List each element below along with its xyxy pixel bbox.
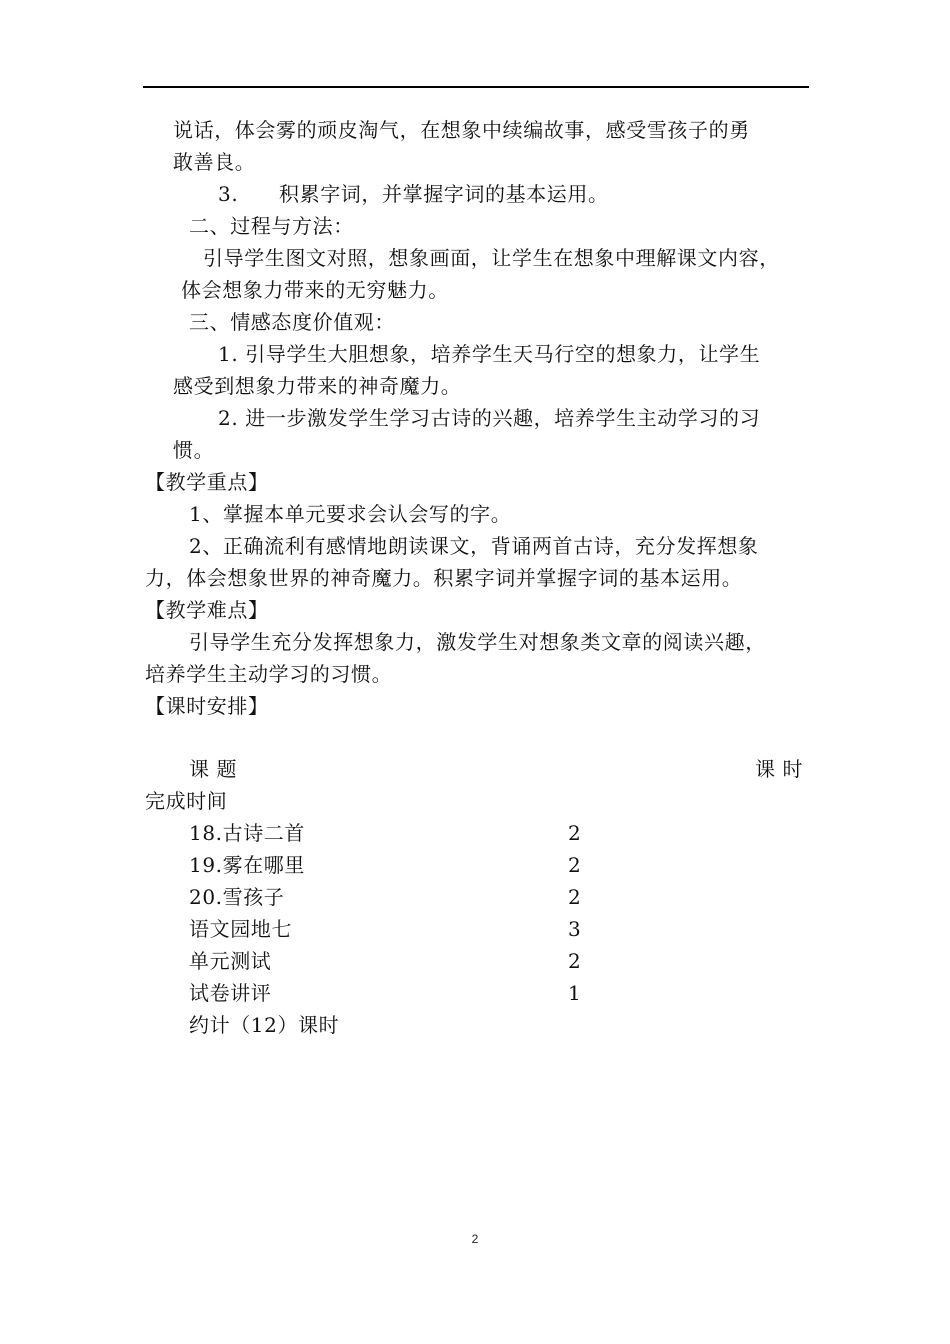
emotion-line: 感受到想象力带来的神奇魔力。	[173, 374, 462, 398]
section-heading-emotion: 三、情感态度价值观：	[189, 310, 395, 334]
schedule-heading: 【课时安排】	[145, 694, 269, 718]
key-points-heading: 【教学重点】	[145, 470, 269, 494]
emotion-line: 2. 进一步激发学生学习古诗的兴趣，培养学生主动学习的习	[218, 406, 761, 430]
emotion-line: 1. 引导学生大胆想象，培养学生天马行空的想象力，让学生	[218, 342, 761, 366]
schedule-row-hours: 2	[568, 821, 582, 845]
schedule-row-topic: 试卷讲评	[189, 981, 272, 1005]
header-rule	[143, 86, 809, 88]
schedule-row-hours: 3	[568, 917, 582, 941]
schedule-row-hours: 1	[568, 981, 582, 1005]
schedule-row-topic: 19.雾在哪里	[189, 853, 306, 877]
key-point-item: 力，体会想象世界的神奇魔力。积累字词并掌握字词的基本运用。	[145, 566, 743, 590]
objective-item-number: 3.	[218, 182, 239, 206]
page-number: 2	[471, 1232, 479, 1246]
process-line: 体会想象力带来的无穷魅力。	[181, 278, 449, 302]
schedule-col-hours: 课 时	[755, 757, 804, 781]
objective-line: 敢善良。	[173, 150, 256, 174]
difficulties-line: 引导学生充分发挥想象力，激发学生对想象类文章的阅读兴趣，	[189, 630, 766, 654]
schedule-row-topic: 18.古诗二首	[189, 821, 306, 845]
difficulties-heading: 【教学难点】	[145, 598, 269, 622]
key-point-item: 1、掌握本单元要求会认会写的字。	[189, 502, 512, 526]
key-point-item: 2、正确流利有感情地朗读课文，背诵两首古诗，充分发挥想象	[189, 534, 759, 558]
schedule-row-hours: 2	[568, 853, 582, 877]
schedule-row-hours: 2	[568, 885, 582, 909]
difficulties-line: 培养学生主动学习的习惯。	[145, 662, 393, 686]
schedule-col-topic: 课 题	[189, 757, 238, 781]
objective-line: 说话，体会雾的顽皮淘气，在想象中续编故事，感受雪孩子的勇	[173, 118, 750, 142]
emotion-line: 惯。	[173, 438, 215, 462]
schedule-row-topic: 单元测试	[189, 949, 272, 973]
schedule-total: 约计（12）课时	[189, 1013, 340, 1037]
process-line: 引导学生图文对照，想象画面，让学生在想象中理解课文内容，	[203, 246, 780, 270]
schedule-col-time: 完成时间	[145, 789, 228, 813]
schedule-row-topic: 20.雪孩子	[189, 885, 285, 909]
objective-item-text: 积累字词，并掌握字词的基本运用。	[279, 182, 609, 206]
schedule-row-hours: 2	[568, 949, 582, 973]
section-heading-process: 二、过程与方法：	[189, 214, 354, 238]
schedule-row-topic: 语文园地七	[189, 917, 292, 941]
